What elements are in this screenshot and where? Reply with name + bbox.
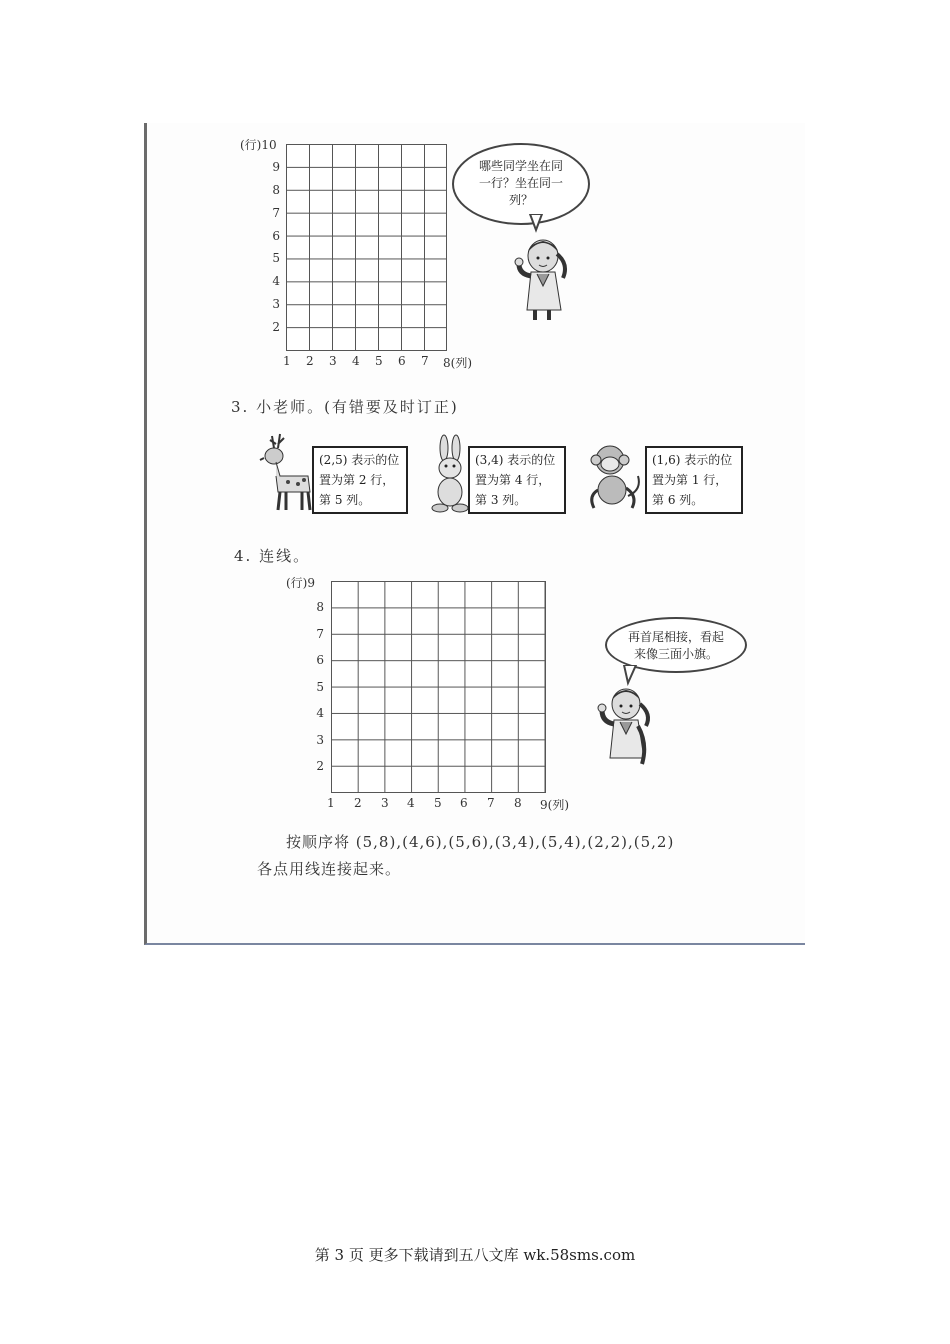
grid-1 bbox=[286, 144, 447, 351]
answer-card-line: (2,5) 表示的位 bbox=[319, 453, 400, 467]
grid-2-col-label: 2 bbox=[354, 796, 362, 810]
speech-bubble-2-line: 来像三面小旗。 bbox=[633, 647, 718, 661]
grid-1-row-label: 2 bbox=[272, 320, 280, 334]
grid-1-col-axis-label: 8(列) bbox=[443, 356, 472, 370]
answer-card-2 bbox=[468, 446, 566, 514]
grid-2-row-label: 2 bbox=[316, 759, 324, 773]
grid-1-col-label: 3 bbox=[329, 354, 337, 368]
answer-card-line: 置为第 1 行， bbox=[652, 473, 728, 487]
grid-2-row-label: 3 bbox=[316, 733, 324, 747]
instruction-line-2: 各点用线连接起来。 bbox=[257, 860, 402, 878]
answer-card-line: (1,6) 表示的位 bbox=[652, 453, 733, 467]
speech-bubble-2-line: 再首尾相接，看起 bbox=[627, 630, 724, 644]
grid-2-col-axis-label: 9(列) bbox=[540, 798, 569, 812]
speech-bubble-1-tail bbox=[528, 214, 548, 234]
grid-2-col-label: 5 bbox=[434, 796, 442, 810]
speech-bubble-1-line: 列？ bbox=[508, 193, 533, 207]
grid-2-row-label: 7 bbox=[316, 627, 324, 641]
monkey-illustration-icon bbox=[584, 440, 644, 514]
grid-1-col-label: 2 bbox=[306, 354, 314, 368]
grid-1-row-label: 8 bbox=[272, 183, 280, 197]
grid-1-row-label: 9 bbox=[272, 160, 280, 174]
girl-illustration-icon bbox=[505, 234, 575, 322]
page-footer: 第 3 页 更多下载请到五八文库 wk.58sms.com bbox=[314, 1246, 636, 1264]
answer-card-line: 第 6 列。 bbox=[652, 493, 704, 507]
grid-2-col-label: 7 bbox=[487, 796, 495, 810]
rabbit-illustration-icon bbox=[426, 434, 474, 514]
grid-1-row-label: 6 bbox=[272, 229, 280, 243]
grid-1-col-label: 1 bbox=[283, 354, 291, 368]
grid-2-col-label: 3 bbox=[381, 796, 389, 810]
grid-1-row-label: 7 bbox=[272, 206, 280, 220]
grid-1-col-label: 6 bbox=[398, 354, 406, 368]
answer-card-line: 第 3 列。 bbox=[475, 493, 527, 507]
speech-bubble-1 bbox=[452, 143, 590, 225]
instruction-line-1: 按顺序将 (5,8),(4,6),(5,6),(3,4),(5,4),(2,2),(5,2) bbox=[286, 833, 675, 851]
answer-card-3 bbox=[645, 446, 743, 514]
section-4-heading: 4. 连线。 bbox=[234, 547, 311, 565]
girl-illustration-icon bbox=[590, 684, 660, 774]
section-3-heading: 3. 小老师。(有错要及时订正) bbox=[231, 398, 459, 416]
grid-1-col-label: 7 bbox=[421, 354, 429, 368]
grid-2-col-label: 8 bbox=[514, 796, 522, 810]
answer-card-line: (3,4) 表示的位 bbox=[475, 453, 556, 467]
answer-card-1 bbox=[312, 446, 408, 514]
grid-2-row-axis-label: (行)9 bbox=[286, 576, 315, 590]
answer-card-line: 置为第 2 行， bbox=[319, 473, 395, 487]
grid-1-row-label: 3 bbox=[272, 297, 280, 311]
speech-bubble-1-line: 哪些同学坐在同 bbox=[478, 159, 563, 173]
grid-1-col-label: 5 bbox=[375, 354, 383, 368]
grid-1-col-label: 4 bbox=[352, 354, 360, 368]
deer-illustration-icon bbox=[258, 432, 314, 514]
grid-2-col-label: 1 bbox=[327, 796, 335, 810]
grid-2-row-label: 6 bbox=[316, 653, 324, 667]
grid-2-row-label: 4 bbox=[316, 706, 324, 720]
grid-2-col-label: 4 bbox=[407, 796, 415, 810]
answer-card-line: 置为第 4 行， bbox=[475, 473, 551, 487]
grid-2 bbox=[331, 581, 546, 793]
scanned-page bbox=[144, 123, 805, 945]
grid-2-col-label: 6 bbox=[460, 796, 468, 810]
answer-card-line: 第 5 列。 bbox=[319, 493, 371, 507]
grid-1-row-axis-label: (行)10 bbox=[240, 138, 277, 152]
grid-2-row-label: 8 bbox=[316, 600, 324, 614]
grid-2-row-label: 5 bbox=[316, 680, 324, 694]
speech-bubble-1-line: 一行？坐在同一 bbox=[478, 176, 563, 190]
grid-1-row-label: 4 bbox=[272, 274, 280, 288]
grid-1-row-label: 5 bbox=[272, 251, 280, 265]
